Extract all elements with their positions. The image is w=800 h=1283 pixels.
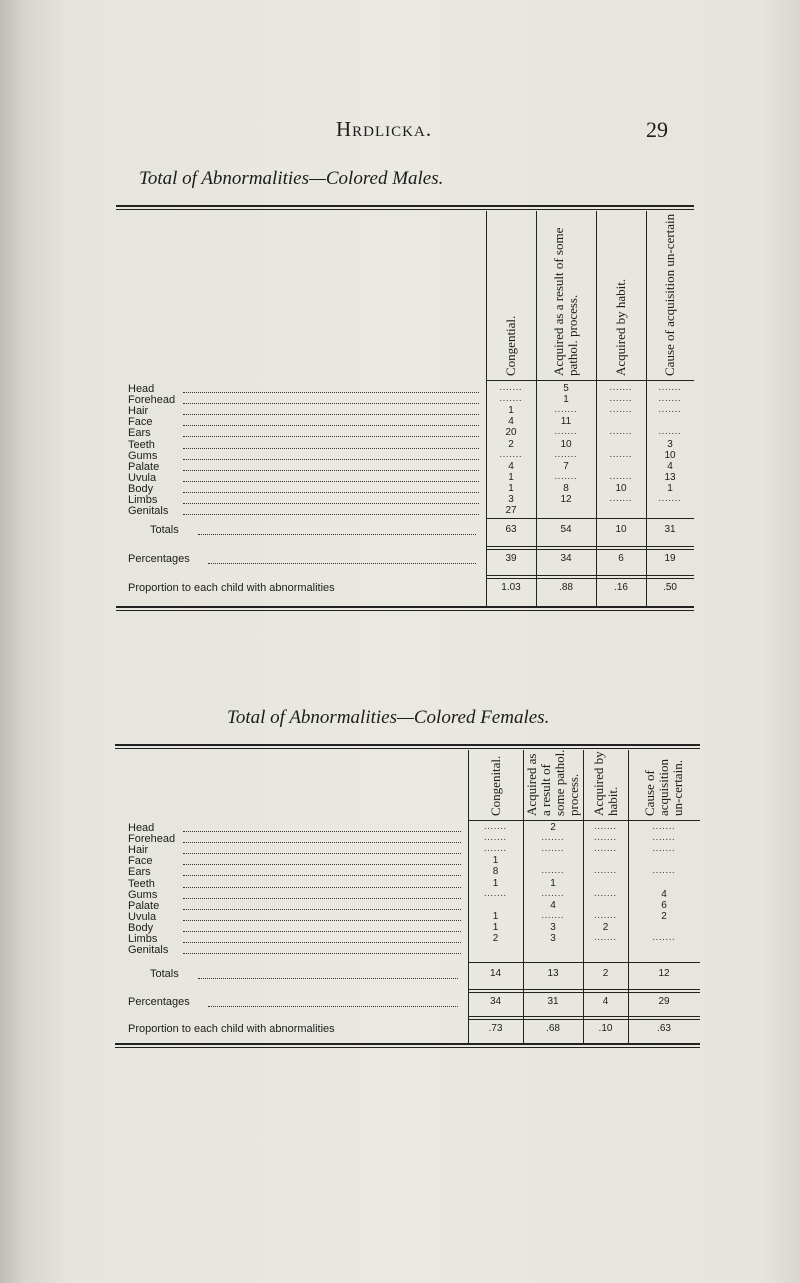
percentages-leader bbox=[208, 1006, 458, 1007]
percent-rule-b bbox=[486, 549, 694, 550]
percentages-label: Percentages bbox=[128, 553, 190, 565]
totals-label: Totals bbox=[150, 968, 179, 980]
row-label: Gums bbox=[128, 888, 158, 901]
table-cell: 1 bbox=[550, 877, 556, 889]
table-cell: 13 bbox=[664, 471, 676, 483]
proportion-label: Proportion to each child with abnormalities bbox=[128, 1023, 335, 1035]
totals-cell: 14 bbox=[489, 968, 502, 979]
empty-cell-leader: ....... bbox=[541, 865, 565, 876]
table-cell: 1 bbox=[508, 405, 514, 417]
empty-cell-leader: ....... bbox=[609, 426, 633, 437]
empty-cell-leader: ....... bbox=[541, 887, 565, 898]
totals-leader bbox=[198, 534, 476, 535]
column-heading: Cause of acquisition un-certain. bbox=[642, 758, 685, 816]
row-leader bbox=[183, 403, 479, 404]
row-leader bbox=[183, 436, 479, 437]
row-leader bbox=[183, 920, 461, 921]
empty-cell-leader: ....... bbox=[594, 909, 617, 920]
empty-cell-leader: ....... bbox=[499, 448, 523, 459]
row-label: Head bbox=[128, 383, 155, 395]
row-label: Body bbox=[128, 482, 154, 495]
row-label: Forehead bbox=[128, 394, 176, 407]
table-cell: 1 bbox=[492, 921, 499, 933]
proportion-rule bbox=[468, 1016, 700, 1017]
totals-leader bbox=[198, 978, 458, 979]
row-leader bbox=[183, 448, 479, 449]
page-header bbox=[0, 117, 800, 147]
table-top-rule bbox=[116, 205, 694, 207]
table-cell: 2 bbox=[661, 910, 667, 922]
proportion-cell: .88 bbox=[559, 582, 573, 593]
empty-cell-leader: ....... bbox=[658, 382, 682, 392]
row-leader bbox=[183, 503, 479, 504]
table-cell: 10 bbox=[615, 482, 627, 494]
row-label: Gums bbox=[128, 449, 158, 462]
table-cell: 3 bbox=[550, 921, 556, 933]
empty-cell-leader: ....... bbox=[484, 832, 507, 843]
proportion-cell: .63 bbox=[657, 1023, 671, 1034]
table-cell: 1 bbox=[667, 482, 673, 494]
proportion-cell: .16 bbox=[614, 582, 628, 593]
totals-cell: 10 bbox=[615, 524, 627, 535]
totals-label: Totals bbox=[150, 524, 179, 536]
totals-cell: 12 bbox=[658, 968, 670, 979]
percent-rule bbox=[468, 989, 700, 990]
table-cell: 3 bbox=[508, 494, 514, 505]
table-cell: 2 bbox=[492, 933, 499, 944]
row-leader bbox=[183, 909, 461, 910]
row-leader bbox=[183, 514, 479, 515]
row-label: Ears bbox=[128, 427, 151, 440]
table-cell: 1 bbox=[492, 910, 499, 922]
empty-cell-leader: ....... bbox=[652, 865, 676, 876]
row-label: Uvula bbox=[128, 910, 157, 923]
proportion-cell: 1.03 bbox=[501, 582, 521, 593]
table-cell: 12 bbox=[560, 494, 572, 505]
row-leader bbox=[183, 942, 461, 943]
table-cell: 1 bbox=[508, 471, 514, 483]
row-label: Forehead bbox=[128, 833, 176, 846]
column-heading: Acquired as a result of some pathol. process. bbox=[551, 227, 580, 376]
table-cell: 3 bbox=[550, 933, 556, 944]
empty-cell-leader: ....... bbox=[554, 404, 578, 415]
percentage-cell: 34 bbox=[489, 996, 502, 1007]
table-cell: 4 bbox=[661, 888, 667, 900]
table-cell: 3 bbox=[667, 438, 673, 450]
empty-cell-leader: ....... bbox=[554, 470, 578, 481]
row-leader bbox=[183, 481, 479, 482]
row-leader bbox=[183, 898, 461, 899]
table-cell: 8 bbox=[492, 866, 499, 878]
proportion-cell: .10 bbox=[598, 1023, 613, 1034]
proportion-cell: .68 bbox=[546, 1023, 560, 1034]
table-cell: 27 bbox=[505, 505, 517, 517]
row-leader bbox=[183, 831, 461, 832]
percentage-cell: 19 bbox=[664, 553, 676, 564]
row-leader bbox=[183, 842, 461, 843]
proportion-cell: .50 bbox=[663, 582, 677, 593]
totals-cell: 54 bbox=[560, 524, 572, 535]
row-label: Genitals bbox=[128, 944, 169, 957]
row-label: Teeth bbox=[128, 877, 155, 890]
empty-cell-leader: ....... bbox=[541, 909, 565, 920]
empty-cell-leader: ....... bbox=[594, 887, 617, 898]
table-bottom-rule bbox=[116, 606, 694, 608]
table-cell: 1 bbox=[508, 482, 514, 494]
row-label: Hair bbox=[128, 405, 149, 418]
table-cell: 2 bbox=[508, 438, 514, 450]
empty-cell-leader: ....... bbox=[609, 448, 633, 459]
totals-rule bbox=[468, 962, 700, 963]
percentage-cell: 29 bbox=[658, 996, 670, 1007]
table-bottom-rule bbox=[115, 1043, 700, 1045]
empty-cell-leader: ....... bbox=[499, 393, 523, 404]
column-heading: Congential. bbox=[503, 315, 518, 376]
empty-cell-leader: ....... bbox=[609, 393, 633, 404]
row-label: Limbs bbox=[128, 494, 158, 506]
table-cell: 8 bbox=[563, 482, 569, 494]
empty-cell-leader: ....... bbox=[484, 887, 507, 898]
row-leader bbox=[183, 887, 461, 888]
percentage-cell: 31 bbox=[547, 996, 559, 1007]
empty-cell-leader: ....... bbox=[484, 843, 507, 854]
table-cell: 10 bbox=[664, 449, 676, 461]
proportion-label: Proportion to each child with abnormalities bbox=[128, 582, 335, 594]
table-cell: 7 bbox=[563, 460, 569, 472]
empty-cell-leader: ....... bbox=[484, 821, 507, 831]
percent-rule-b bbox=[468, 992, 700, 993]
percentage-cell: 34 bbox=[560, 553, 572, 564]
row-leader bbox=[183, 414, 479, 415]
column-heading: Acquired by habit. bbox=[590, 751, 620, 816]
percentage-cell: 6 bbox=[618, 553, 624, 564]
percentages-leader bbox=[208, 563, 476, 564]
empty-cell-leader: ....... bbox=[541, 843, 565, 854]
table-title: Total of Abnormalities—Colored Males. bbox=[139, 168, 444, 189]
empty-cell-leader: ....... bbox=[554, 426, 578, 437]
row-leader bbox=[183, 392, 479, 393]
row-label: Palate bbox=[128, 899, 160, 912]
empty-cell-leader: ....... bbox=[594, 843, 617, 854]
empty-cell-leader: ....... bbox=[658, 404, 682, 415]
row-label: Body bbox=[128, 921, 154, 934]
row-label: Hair bbox=[128, 844, 149, 857]
table-bottom-rule-thin bbox=[116, 610, 694, 611]
running-head: Hrdlicka. bbox=[336, 117, 433, 141]
proportion-cell: .73 bbox=[488, 1023, 503, 1034]
empty-cell-leader: ....... bbox=[594, 865, 617, 876]
percentage-cell: 4 bbox=[602, 996, 609, 1007]
table-cell: 20 bbox=[505, 427, 517, 439]
table-cell: 6 bbox=[661, 899, 667, 911]
table-cell: 4 bbox=[667, 460, 673, 472]
empty-cell-leader: ....... bbox=[652, 932, 676, 942]
column-heading: Cause of acquisition un-certain bbox=[662, 213, 677, 376]
empty-cell-leader: ....... bbox=[541, 832, 565, 843]
row-leader bbox=[183, 425, 479, 426]
empty-cell-leader: ....... bbox=[658, 393, 682, 404]
empty-cell-leader: ....... bbox=[609, 404, 633, 415]
proportion-rule-b bbox=[468, 1019, 700, 1020]
empty-cell-leader: ....... bbox=[594, 932, 617, 942]
percentages-label: Percentages bbox=[128, 996, 190, 1008]
row-label: Teeth bbox=[128, 438, 155, 451]
row-label: Ears bbox=[128, 866, 151, 879]
row-leader bbox=[183, 953, 461, 954]
totals-cell: 31 bbox=[664, 524, 676, 535]
row-label: Face bbox=[128, 416, 153, 429]
totals-cell: 63 bbox=[505, 524, 517, 535]
table-cell: 2 bbox=[602, 921, 609, 933]
empty-cell-leader: ....... bbox=[658, 426, 682, 437]
empty-cell-leader: ....... bbox=[594, 832, 617, 843]
empty-cell-leader: ....... bbox=[652, 821, 676, 831]
table-cell: 4 bbox=[550, 899, 556, 911]
row-leader bbox=[183, 931, 461, 932]
row-leader bbox=[183, 853, 461, 854]
table-cell: 10 bbox=[560, 438, 572, 450]
row-leader bbox=[183, 875, 461, 876]
empty-cell-leader: ....... bbox=[499, 382, 523, 392]
column-heading: Acquired by habit. bbox=[613, 278, 628, 376]
table-bottom-rule-thin bbox=[115, 1047, 700, 1048]
proportion-rule-b bbox=[486, 578, 694, 579]
column-heading: Congenital. bbox=[487, 755, 503, 816]
page-number: 29 bbox=[646, 117, 668, 142]
proportion-rule bbox=[486, 575, 694, 576]
table-cell: 1 bbox=[492, 855, 499, 867]
table-cell: 4 bbox=[508, 416, 514, 428]
empty-cell-leader: ....... bbox=[609, 470, 633, 481]
empty-cell-leader: ....... bbox=[652, 843, 676, 854]
table-cell: 4 bbox=[508, 460, 514, 472]
empty-cell-leader: ....... bbox=[554, 448, 578, 459]
table-cell: 5 bbox=[563, 383, 569, 394]
empty-cell-leader: ....... bbox=[658, 493, 682, 503]
row-label: Uvula bbox=[128, 471, 157, 484]
row-label: Palate bbox=[128, 460, 160, 473]
row-leader bbox=[183, 864, 461, 865]
row-leader bbox=[183, 492, 479, 493]
totals-cell: 13 bbox=[547, 968, 559, 979]
row-label: Limbs bbox=[128, 933, 158, 945]
empty-cell-leader: ....... bbox=[609, 382, 633, 392]
table-top-rule bbox=[115, 744, 700, 746]
table-title: Total of Abnormalities—Colored Females. bbox=[227, 707, 550, 728]
row-label: Face bbox=[128, 855, 153, 868]
table-cell: 2 bbox=[550, 822, 556, 833]
percentage-cell: 39 bbox=[505, 553, 517, 564]
totals-rule bbox=[486, 518, 694, 519]
row-label: Genitals bbox=[128, 505, 169, 518]
row-leader bbox=[183, 470, 479, 471]
empty-cell-leader: ....... bbox=[609, 493, 633, 503]
row-leader bbox=[183, 459, 479, 460]
percent-rule bbox=[486, 546, 694, 547]
table-cell: 11 bbox=[560, 416, 572, 428]
totals-cell: 2 bbox=[602, 968, 609, 979]
table-cell: 1 bbox=[563, 394, 569, 406]
row-label: Head bbox=[128, 822, 155, 834]
column-heading: Acquired as a result of some pathol. process. bbox=[524, 749, 581, 816]
empty-cell-leader: ....... bbox=[594, 821, 617, 831]
empty-cell-leader: ....... bbox=[652, 832, 676, 843]
table-cell: 1 bbox=[492, 877, 499, 889]
